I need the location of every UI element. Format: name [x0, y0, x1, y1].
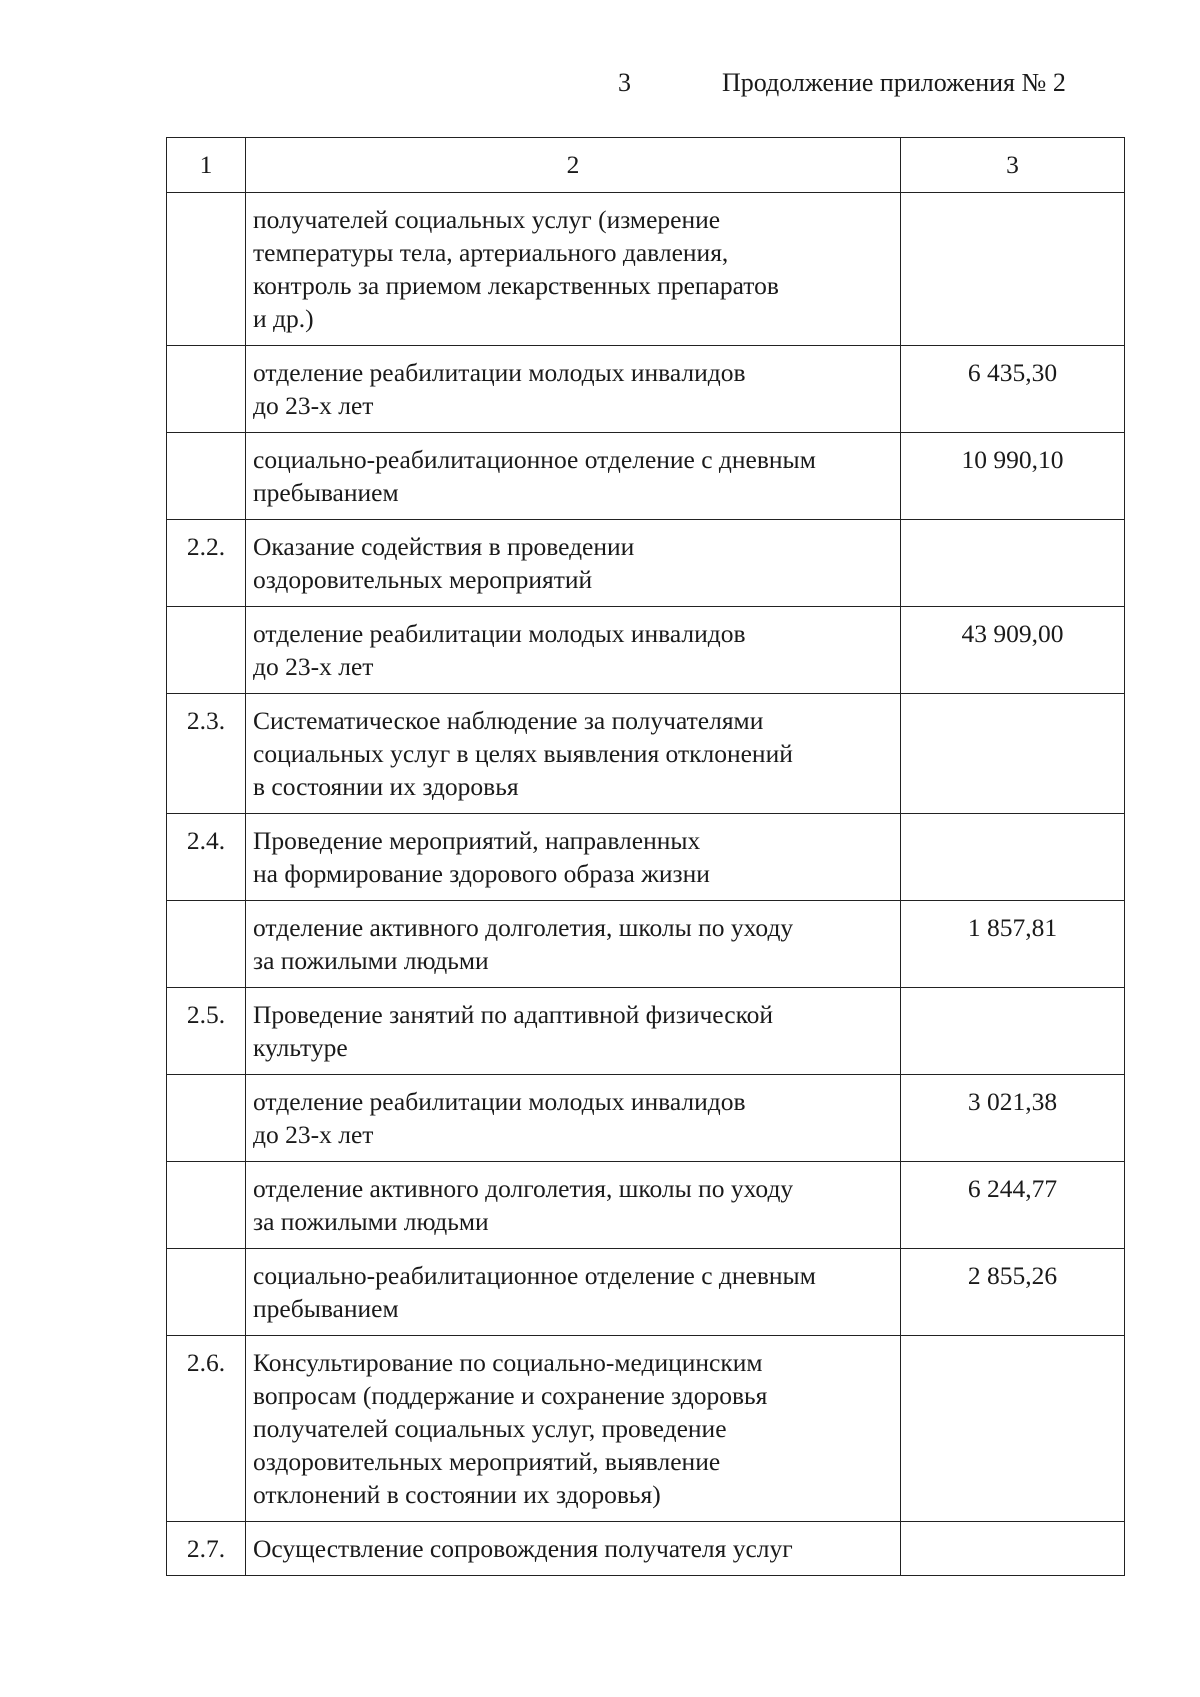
row-description-cell: Осуществление сопровождения получателя услуг [246, 1522, 901, 1576]
row-price-cell [901, 1336, 1125, 1522]
table-header-row [167, 138, 1125, 193]
row-description-cell: получателей социальных услуг (измерение температуры тела, артериального давления, контроль за приемом лекарственных препаратов и др.) [246, 193, 901, 346]
row-description-cell: Консультирование по социально-медицинским вопросам (поддержание и сохранение здоровья получателей социальных услуг, проведение оздоровительных мероприятий, выявление отклонений в состоянии их здоровья) [246, 1336, 901, 1522]
column-header-number: 1 [167, 138, 246, 193]
row-price-cell [901, 193, 1125, 346]
row-number-cell: 2.5. [167, 988, 246, 1075]
table-row [167, 520, 1125, 607]
row-description-cell: Проведение мероприятий, направленных на формирование здорового образа жизни [246, 814, 901, 901]
table-row [167, 988, 1125, 1075]
table-row [167, 901, 1125, 988]
row-description-cell: отделение реабилитации молодых инвалидов до 23-х лет [246, 607, 901, 694]
row-number-cell [167, 901, 246, 988]
row-number-cell [167, 607, 246, 694]
table-body [167, 193, 1125, 1576]
row-price-cell: 6 435,30 [901, 346, 1125, 433]
row-description-cell: Систематическое наблюдение за получателями социальных услуг в целях выявления отклонений в состоянии их здоровья [246, 694, 901, 814]
row-price-cell [901, 694, 1125, 814]
table-row [167, 1075, 1125, 1162]
table-row [167, 433, 1125, 520]
page-header [0, 68, 1200, 108]
row-number-cell [167, 1075, 246, 1162]
row-number-cell [167, 433, 246, 520]
table-row [167, 1522, 1125, 1576]
row-price-cell: 1 857,81 [901, 901, 1125, 988]
row-description-cell: Оказание содействия в проведении оздоровительных мероприятий [246, 520, 901, 607]
row-description-cell: социально-реабилитационное отделение с дневным пребыванием [246, 1249, 901, 1336]
table-row [167, 694, 1125, 814]
column-header-price: 3 [901, 138, 1125, 193]
row-number-cell: 2.6. [167, 1336, 246, 1522]
row-description-cell: отделение реабилитации молодых инвалидов до 23-х лет [246, 1075, 901, 1162]
row-price-cell [901, 1522, 1125, 1576]
table-row [167, 814, 1125, 901]
table-row [167, 1336, 1125, 1522]
row-number-cell [167, 193, 246, 346]
row-description-cell: Проведение занятий по адаптивной физической культуре [246, 988, 901, 1075]
row-number-cell: 2.4. [167, 814, 246, 901]
page-number: 3 [618, 68, 631, 97]
row-description-cell: отделение реабилитации молодых инвалидов до 23-х лет [246, 346, 901, 433]
table-row [167, 1162, 1125, 1249]
row-number-cell: 2.2. [167, 520, 246, 607]
row-price-cell [901, 988, 1125, 1075]
column-header-description: 2 [246, 138, 901, 193]
row-number-cell [167, 1162, 246, 1249]
row-number-cell [167, 346, 246, 433]
row-price-cell: 3 021,38 [901, 1075, 1125, 1162]
row-description-cell: социально-реабилитационное отделение с дневным пребыванием [246, 433, 901, 520]
row-price-cell [901, 520, 1125, 607]
table-row [167, 607, 1125, 694]
row-number-cell: 2.7. [167, 1522, 246, 1576]
services-table [166, 137, 1125, 1576]
row-price-cell: 10 990,10 [901, 433, 1125, 520]
row-number-cell [167, 1249, 246, 1336]
row-description-cell: отделение активного долголетия, школы по уходу за пожилыми людьми [246, 901, 901, 988]
row-description-cell: отделение активного долголетия, школы по уходу за пожилыми людьми [246, 1162, 901, 1249]
appendix-continuation-label: Продолжение приложения № 2 [722, 68, 1066, 97]
row-price-cell: 43 909,00 [901, 607, 1125, 694]
table-row [167, 346, 1125, 433]
row-price-cell: 2 855,26 [901, 1249, 1125, 1336]
table-row [167, 193, 1125, 346]
row-price-cell [901, 814, 1125, 901]
row-number-cell: 2.3. [167, 694, 246, 814]
table-row [167, 1249, 1125, 1336]
row-price-cell: 6 244,77 [901, 1162, 1125, 1249]
